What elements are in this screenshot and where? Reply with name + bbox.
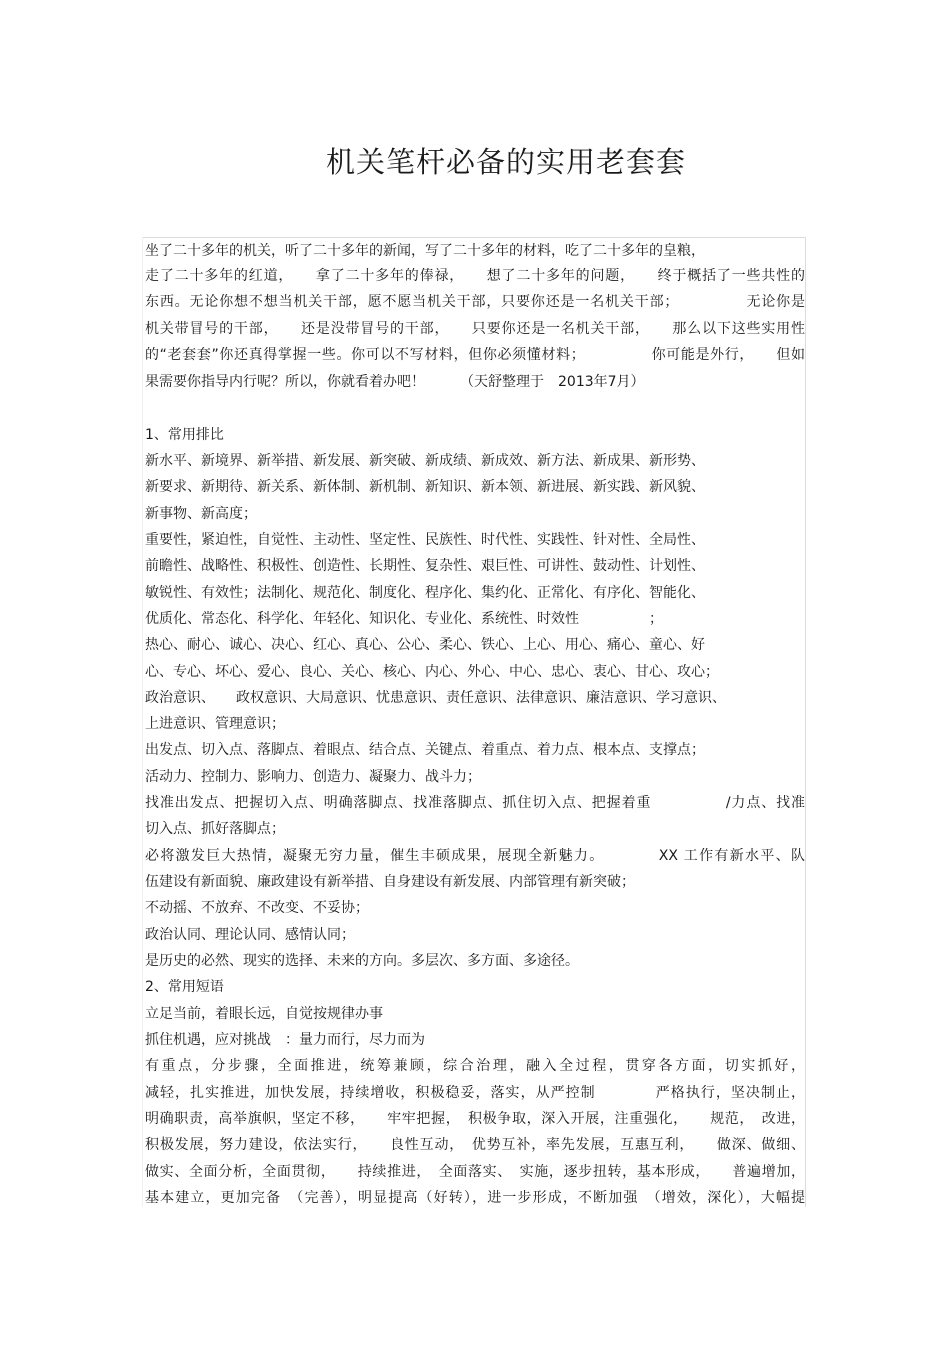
text-line: 果需要你指导内行呢？所以，你就看着办吧！ （天舒整理于 2013年7月） <box>145 374 645 390</box>
text-line: 明确职责，高举旗帜，坚定不移， 牢牢把握， 积极争取，深入开展，注重强化， 规范， 改进， <box>145 1111 805 1127</box>
page-title: 机关笔杆必备的实用老套套 <box>325 145 686 179</box>
text-line: 心、专心、坏心、爱心、良心、关心、核心、内心、外心、中心、忠心、衷心、甘心、攻心； <box>145 664 719 680</box>
text-line: 新事物、新高度； <box>145 506 257 522</box>
text-line: 基本建立，更加完备 （完善），明显提高（好转），进一步形成，不断加强 （增效，深化），大幅提 <box>145 1190 805 1206</box>
text-line: 抓住机遇，应对挑战 ：量力而行，尽力而为 <box>145 1032 425 1048</box>
text-line: 新水平、新境界、新举措、新发展、新突破、新成绩、新成效、新方法、新成果、新形势、 <box>145 453 705 469</box>
text-line: 不动摇、不放弃、不改变、不妥协； <box>145 900 369 916</box>
text-line: 政治认同、理论认同、感情认同； <box>145 927 355 943</box>
text-line: 上进意识、管理意识； <box>145 716 285 732</box>
text-line: 东西。无论你想不想当机关干部，愿不愿当机关干部，只要你还是一名机关干部； 无论你是 <box>145 294 805 310</box>
text-line: 的“老套套”你还真得掌握一些。你可以不写材料，但你必须懂材料； 你可能是外行， 但如 <box>145 347 805 363</box>
text-line: 2、常用短语 <box>145 979 224 995</box>
text-line: 是历史的必然、现实的选择、未来的方向。多层次、多方面、多途径。 <box>145 953 579 969</box>
text-line: 减轻，扎实推进，加快发展，持续增收，积极稳妥，落实，从严控制 严格执行，坚决制止， <box>145 1085 805 1101</box>
text-line: 机关带冒号的干部， 还是没带冒号的干部， 只要你还是一名机关干部， 那么以下这些实用性 <box>145 321 805 337</box>
text-line: 必将激发巨大热情，凝聚无穷力量，催生丰硕成果，展现全新魅力。 XX 工作有新水平、队 <box>145 848 805 864</box>
text-line: 敏锐性、有效性；法制化、规范化、制度化、程序化、集约化、正常化、有序化、智能化、 <box>145 585 705 601</box>
text-line: 坐了二十多年的机关，听了二十多年的新闻，写了二十多年的材料，吃了二十多年的皇粮， <box>145 243 705 259</box>
text-line: 切入点、抓好落脚点； <box>145 821 285 837</box>
text-line: 有重点，分步骤，全面推进，统筹兼顾，综合治理，融入全过程，贯穿各方面，切实抓好， <box>145 1058 805 1074</box>
text-line: 优质化、常态化、科学化、年轻化、知识化、专业化、系统性、时效性 ； <box>145 611 663 627</box>
text-line: 立足当前，着眼长远，自觉按规律办事 <box>145 1006 383 1022</box>
document-body <box>142 237 806 1207</box>
text-line: 活动力、控制力、影响力、创造力、凝聚力、战斗力； <box>145 769 481 785</box>
text-line: 新要求、新期待、新关系、新体制、新机制、新知识、新本领、新进展、新实践、新风貌、 <box>145 479 705 495</box>
text-line: 积极发展，努力建设，依法实行， 良性互动， 优势互补，率先发展，互惠互利， 做深、做细、 <box>145 1137 805 1153</box>
text-line: 前瞻性、战略性、积极性、创造性、长期性、复杂性、艰巨性、可讲性、鼓动性、计划性、 <box>145 558 705 574</box>
text-line: 走了二十多年的红道， 拿了二十多年的俸禄， 想了二十多年的问题， 终于概括了一些共性的 <box>145 268 805 284</box>
text-line: 1、常用排比 <box>145 427 224 443</box>
text-line: 伍建设有新面貌、廉政建设有新举措、自身建设有新发展、内部管理有新突破； <box>145 874 635 890</box>
text-line: 找准出发点、把握切入点、明确落脚点、找准落脚点、抓住切入点、把握着重 /力点、找准 <box>145 795 805 811</box>
text-line: 政治意识、 政权意识、大局意识、忧患意识、责任意识、法律意识、廉洁意识、学习意识、 <box>145 690 726 706</box>
text-line: 出发点、切入点、落脚点、着眼点、结合点、关键点、着重点、着力点、根本点、支撑点； <box>145 742 705 758</box>
text-line: 热心、耐心、诚心、决心、红心、真心、公心、柔心、铁心、上心、用心、痛心、童心、好 <box>145 637 705 653</box>
text-line: 重要性，紧迫性，自觉性、主动性、坚定性、民族性、时代性、实践性、针对性、全局性、 <box>145 532 705 548</box>
text-line: 做实、全面分析，全面贯彻， 持续推进， 全面落实、 实施，逐步扭转，基本形成， 普遍增加， <box>145 1164 805 1180</box>
